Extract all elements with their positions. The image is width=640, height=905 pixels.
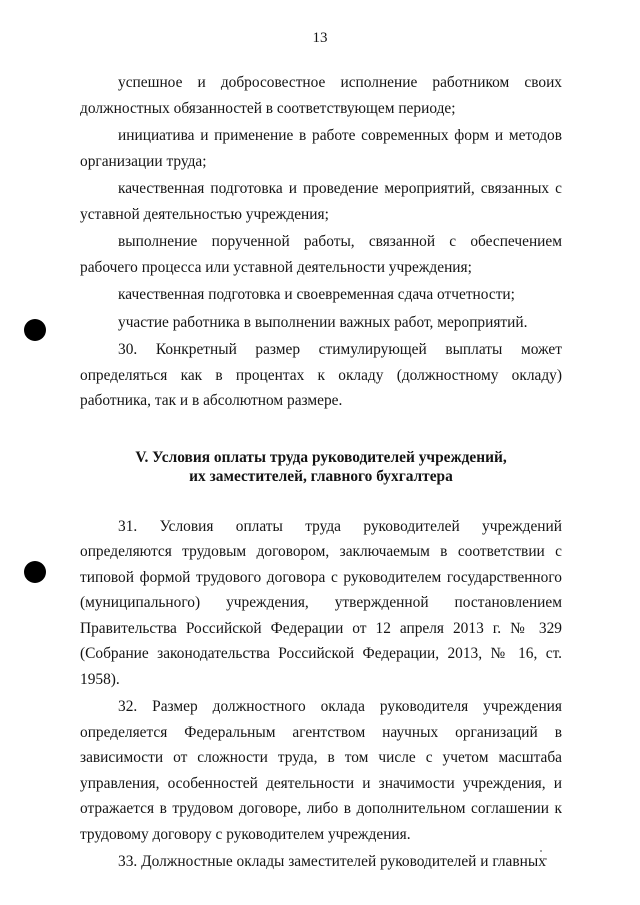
- paragraph-criteria-4: выполнение порученной работы, связанной с обеспечением рабочего процесса или уставной деятельности учреждения;: [80, 233, 562, 276]
- paragraph-criteria-2: инициатива и применение в работе современных форм и методов организации труда;: [80, 127, 562, 170]
- document-body: [80, 70, 562, 877]
- paragraph-criteria-3: качественная подготовка и проведение мероприятий, связанных с уставной деятельностью учреждения;: [80, 180, 562, 223]
- paragraph-item-31: 31. Условия оплаты труда руководителей учреждений определяются трудовым договором, заключаемым в соответствии с типовой формой трудового договора с руководителем государственного (муниципального) учреждения, утвержденной постановлением Правительства Российской Федерации от 12 апреля 2013 г. № 329 (Собрание законодательства Российской Федерации, 2013, № 16, ст. 1958).: [80, 517, 562, 688]
- paragraph-item-33: 33. Должностные оклады заместителей руководителей и главных: [118, 853, 546, 870]
- section-heading-line-2: их заместителей, главного бухгалтера: [189, 467, 453, 485]
- paragraph-criteria-5: качественная подготовка и своевременная сдача отчетности;: [118, 286, 515, 303]
- section-heading: [80, 448, 562, 486]
- punch-hole-bottom: [24, 561, 46, 583]
- section-heading-line-1: V. Условия оплаты труда руководителей учреждений,: [135, 448, 507, 466]
- paragraph-criteria-1: успешное и добросовестное исполнение работником своих должностных обязанностей в соответствующем периоде;: [80, 74, 562, 117]
- paragraph-item-30: 30. Конкретный размер стимулирующей выплаты может определяться как в процентах к окладу (должностному окладу) работника, так и в абсолютном размере.: [80, 341, 562, 409]
- paragraph-item-32: 32. Размер должностного оклада руководителя учреждения определяется Федеральным агентством научных организаций в зависимости от сложности труда, в том числе с учетом масштаба управления, особенностей деятельности и значимости учреждения, и отражается в трудовом договоре, либо в дополнительном соглашении к трудовому договору с руководителем учреждения.: [80, 698, 562, 843]
- paragraph-criteria-6: участие работника в выполнении важных работ, мероприятий.: [118, 313, 528, 331]
- punch-hole-top: [24, 319, 46, 341]
- page-number: 13: [312, 30, 328, 46]
